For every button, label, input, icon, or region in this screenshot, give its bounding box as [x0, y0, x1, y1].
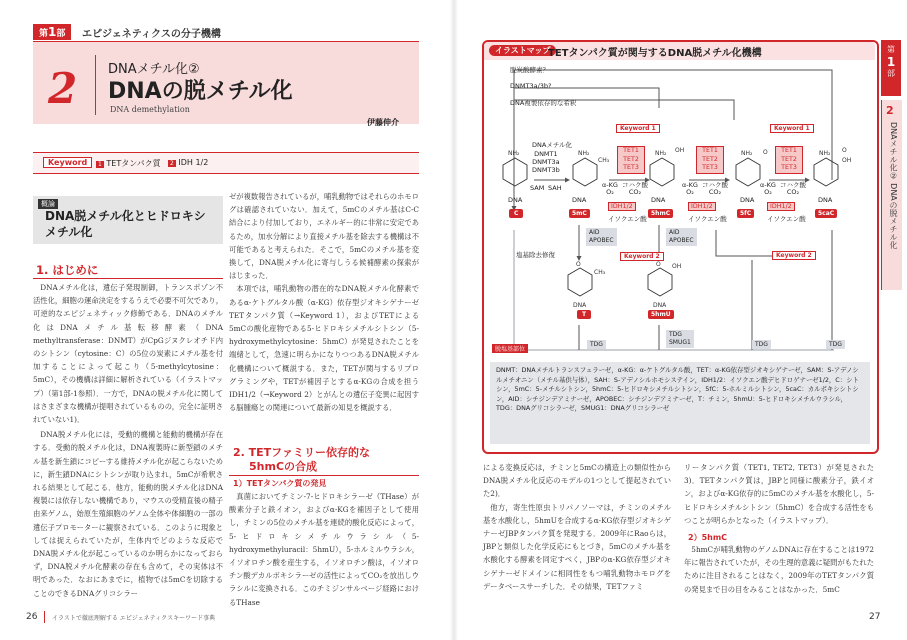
side-tab-number: 2 [886, 104, 894, 117]
cofactor-2b: コハク酸 CO₂ [702, 181, 728, 196]
base-5mc: 5mC [569, 209, 590, 218]
paragraph: DNA脱メチル化には，受動的機構と能動的機構が存在する．受動的脱メチル化は，DNA複製時に新型鎖のメチル基を新生鎖にコピーする維持メチル化が起こらないために，新生鎖DNAにシトシンが取り込まれ，5mCが希釈される結果として起こる．他方，能動的脱メチル化はDNA複製には依存しない機構であり，マウスの受精直後の精子由来ゲノム，始原生殖細胞のゲノム全体や体細胞の一部の遺伝子プロモーターに観察されている．このように現象としては捉えられていたが，生体内でどのような反応でDNA脱メチル化が起こっているのか明らかになっておらず，DNA脱メチル化酵素の存在も含めて，その実体は不明であった．なおにあまでに，植物では5mCを切除することのできるDNAグリコシラー [33, 430, 223, 598]
tdg-smug-label: TDG SMUG1 [666, 330, 694, 348]
legend-text: DNMT：DNAメチルトランスフェラーゼ，α-KG：α-ケトグルタル酸，TET：α-KG依存型ジオキシゲナーゼ，SAM：S-アデノシルメチオニン（メチル基供与体），SAH：S-アデノシルホモシステイン，IDH1/2：イソクエン酸デヒドロゲナーゼ1/2，C：シトシン，5mC：5-メチルシトシン，5hmC：5-ヒドロキシメチルシトシン，5fC：5-ホルミルシトシン，5caC：カルボキシシトシン，AID：シチジンデアミナーゼ，APOBEC：シチジンデアミナーゼ，T：チミン，5hmU：5-ヒドロキシメチルウラシル，TDG：DNAグリコシラーゼ，SMUG1：DNAグリコシラーゼ [496, 366, 859, 413]
chapter-title: DNAの脱メチル化 [108, 79, 293, 104]
part-title: エピジェネティクスの分子機構 [82, 29, 221, 40]
base-5cac: 5caC [815, 209, 837, 218]
cofactor-3b: コハク酸 CO₂ [780, 181, 806, 196]
base-5fc: 5fC [737, 209, 754, 218]
tet-box-2: TET1 TET2 TET3 [696, 146, 724, 174]
section2-heading: 2. TETファミリー依存的な 5hmCの合成 [233, 446, 370, 473]
tet-box-3: TET1 TET2 TET3 [775, 146, 803, 174]
tdg-label-2: TDG [752, 340, 771, 349]
side-tab-part: 第 1 部 [881, 40, 901, 96]
col2-body [229, 190, 419, 438]
keyword-item-2: 2 IDH 1/2 [170, 158, 209, 167]
svg-text:O: O [763, 149, 768, 156]
isocitrate-2: イソクエン酸 [688, 215, 727, 223]
svg-text:DNA: DNA [573, 302, 587, 309]
sah-label: SAH [548, 184, 562, 192]
label-dnmt3: DNMT3a/3b? [510, 82, 552, 90]
svg-text:OH: OH [842, 157, 852, 164]
svg-text:NH₂: NH₂ [655, 150, 667, 157]
molecule-icons [490, 147, 870, 210]
cofactor-1: α-KG O₂ [602, 181, 618, 196]
tdg-label-1: TDG [587, 340, 606, 349]
part-number: 1 [48, 25, 57, 39]
col4-body-2 [684, 543, 874, 603]
footer-divider [44, 611, 45, 623]
dna-methylation-label: DNAメチル化 [532, 141, 572, 149]
keyword2-tag-1: Keyword 2 [620, 252, 664, 261]
left-footer-text: イラストで徹底理解する エピジェネティクスキーワード事典 [52, 615, 216, 622]
keyword-num-2: 2 [170, 160, 174, 167]
part-badge: 第1部 [33, 24, 71, 40]
svg-text:OH: OH [672, 263, 682, 270]
deamination-label: 塩基除去修復 [516, 251, 555, 259]
svg-text:NH₂: NH₂ [578, 150, 590, 157]
section2-body [229, 490, 419, 607]
section1-heading: 1. はじめに [36, 263, 99, 277]
cofactor-1b: コハク酸 CO₂ [622, 181, 648, 196]
section2-sub1: 1）TETタンパク質の発見 [233, 479, 327, 488]
dnmt-list: DNMT1 DNMT3a DNMT3b [532, 150, 560, 174]
keyword-num-1: 1 [98, 161, 102, 168]
left-page-number: 26 [26, 612, 38, 622]
keyword1-tag-right: Keyword 1 [770, 124, 814, 133]
section2-underline [229, 475, 419, 476]
author: 伊藤伸介 [367, 118, 399, 127]
paragraph: 本項では，哺乳動物の潜在的なDNA脱メチル化酵素であるα-ケトグルタル酸（α-KG）依存型ジオキシゲナーゼTETタンパク質（→Keyword 1），およびTETによる5mCの酸化産物である5-ヒドロキシメチルシトシン（5-hydroxymethylcytosine：5hmC）が発見されたことを端緒として，急速に明らかになりつつあるDNA脱メチル化機構について概説する．また，TETが関与するリプログラミングや，TETが補因子とするα-KGの合成を担うIDH1/2（→Keyword 2）とがんとの遺伝子変異に起因する脳腫瘍との関連について最新の知見を概説する． [229, 284, 419, 413]
svg-text:O: O [656, 261, 661, 268]
col3-body [483, 461, 671, 601]
paragraph: ゼが複数報告されているが，哺乳動物ではそれらのホモログは確認されていない．加えて，5mCのメチル基はC-C結合により付加しており，エネルギー的に非常に安定であるため，加水分解により直接メチル基を除去する機構は不可能であると考えられた．そこで，5mCのメチル基を変換して，DNA脱メチル化に寄与しうる候補酵素の探索がはじまった． [229, 192, 419, 281]
col4-subheading: 2）5hmC [688, 533, 728, 542]
idh-box-1: IDH1/2 [608, 202, 636, 211]
base-t: T [577, 310, 591, 319]
section1-body [33, 281, 223, 597]
illustration-title: TETタンパク質が関与するDNA脱メチル化機構 [548, 48, 762, 59]
dna-label-5fc: DNA [740, 196, 755, 204]
illustration-tag: イラストマップ [489, 45, 556, 56]
keyword2-tag-2: Keyword 2 [772, 251, 816, 260]
svg-text:OH: OH [675, 147, 685, 154]
tdg-label-3: TDG [826, 340, 845, 349]
dna-label-5mc: DNA [572, 196, 587, 204]
aid-apobec-2: AID APOBEC [666, 228, 697, 246]
chapter-subtitle: DNAメチル化② [108, 62, 200, 77]
keyword1-tag-top: Keyword 1 [616, 124, 660, 133]
col4-body [684, 461, 874, 531]
keyword-item-1: 1 TETタンパク質 [98, 159, 161, 168]
page-gutter [450, 0, 458, 640]
svg-text:O: O [576, 261, 581, 268]
paragraph: 他方，寄生性原虫トリパノソーマは，チミンのメチル基を水酸化し，5hmUを合成するα-KG依存型ジオキシゲナーゼJBPタンパク質を発現する．2009年にRaoらは，JBPと類似した化学反応にもとづき，5mCのメチル基を水酸化する酵素を同定すべく，JBPのα-KG依存型ジオキシゲナーゼドメインに相同性をもつ哺乳動物ホモログをデータベースサーチした．その結果，TETファミ [483, 502, 671, 591]
svg-text:DNA: DNA [653, 302, 667, 309]
isocitrate-3: イソクエン酸 [767, 215, 806, 223]
dna-label-5cac: DNA [818, 196, 833, 204]
overview-tag: 概論 [38, 199, 58, 209]
dna-label-c: DNA [508, 196, 523, 204]
isocitrate-1: イソクエン酸 [608, 215, 647, 223]
paragraph: DNAメチル化は，遺伝子発現制御，トランスポゾン不活性化，細胞の運命決定をするうえで必要不可欠であり，可逆的なエピジェネティック修飾である．DNAのメチル化はDNAメチル基転移酵素（DNA methyltransferase：DNMT）がCpGジヌクレオチド内のシトシン（cytosine：C）の5位の炭素にメチル基を付加することによって起こり（5-methylcytosine：5mC），その機構は詳細に解析されている（イラストマップ）（第1部-1参照）．一方で，DNAの脱メチル化に関してはさまざまな機構が提唱されているものの，完全に証明されていない1)． [33, 283, 223, 425]
idh-box-3: IDH1/2 [767, 202, 795, 211]
chapter-number: 2 [48, 64, 78, 113]
section1-underline [33, 278, 223, 279]
paragraph: による変換反応は，チミンと5mCの構造上の類似性からDNA脱メチル化反応のモデルの1つとして提起されていた2)． [483, 463, 671, 499]
tet-box-1: TET1 TET2 TET3 [617, 146, 645, 174]
chapter-english: DNA demethylation [110, 105, 190, 114]
svg-text:CH₃: CH₃ [598, 157, 610, 164]
svg-text:NH₂: NH₂ [741, 150, 753, 157]
paragraph: 5hmCが哺乳動物のゲノムDNAに存在することは1972年に報告されていたが，その生理的意義に疑問がもたれたために注目されることはなく，2009年のTETタンパク質の発見まで日の目をみることはなかった．5mC [684, 545, 874, 594]
svg-text:O: O [842, 147, 847, 154]
svg-text:NH₂: NH₂ [508, 150, 520, 157]
idh-box-2: IDH1/2 [688, 202, 716, 211]
base-5hmu: 5hmU [648, 310, 674, 319]
label-decarboxylase: 脱炭酸酵素？ [510, 66, 549, 74]
base-c: C [509, 209, 523, 218]
paragraph: リータンパク質（TET1, TET2, TET3）が発見された3)．TETタンパク質は，JBPと同様に酸素分子，鉄イオン，およびα-KG依存的に5mCのメチル基を水酸化し，5-ヒドロキシメチルシトシン（5hmC）を合成する活性をもつことが明らかとなった（イラストマップ）． [684, 463, 874, 525]
overview-title: DNA脱メチル化とヒドロキシメチル化 [45, 209, 206, 239]
cofactor-2: α-KG O₂ [682, 181, 698, 196]
keyword-label: Keyword [43, 157, 92, 168]
label-dilution: DNA複製依存的な希釈 [510, 99, 577, 107]
aid-apobec-1: AID APOBEC [586, 228, 617, 246]
right-page-number: 27 [869, 612, 881, 622]
lower-molecule-icons [560, 262, 680, 312]
chapter-divider [95, 55, 96, 115]
side-tab-text: DNAメチル化② DNAの脱メチル化 [889, 122, 898, 249]
base-5hmc: 5hmC [648, 209, 673, 218]
cofactor-3: α-KG O₂ [760, 181, 776, 196]
svg-text:NH₂: NH₂ [819, 150, 831, 157]
paragraph: 真菌においてチミン-7-ヒドロキシラーゼ（THase）が酸素分子と鉄イオン，およびα-KGを補因子として使用し，チミンの5位のメチル基を連続的酸化反応によって，5-ヒドロキシメチルウラシル（5-hydroxymethyluracil：5hmU），5-ホルミルウラシル，イソオロチン酸を産生する，イソオロチン酸は，イソオロチン酸デカルボキシラーゼの活性によってCO₂を放出しウラシルに変換される．このチミジンサルベージ経路におけるTHase [229, 492, 419, 607]
sam-label: SAM [530, 184, 545, 192]
dna-label-5hmc: DNA [651, 196, 666, 204]
abasic-site-label: 脱塩基部位 [492, 344, 528, 353]
svg-text:CH₃: CH₃ [594, 269, 606, 276]
